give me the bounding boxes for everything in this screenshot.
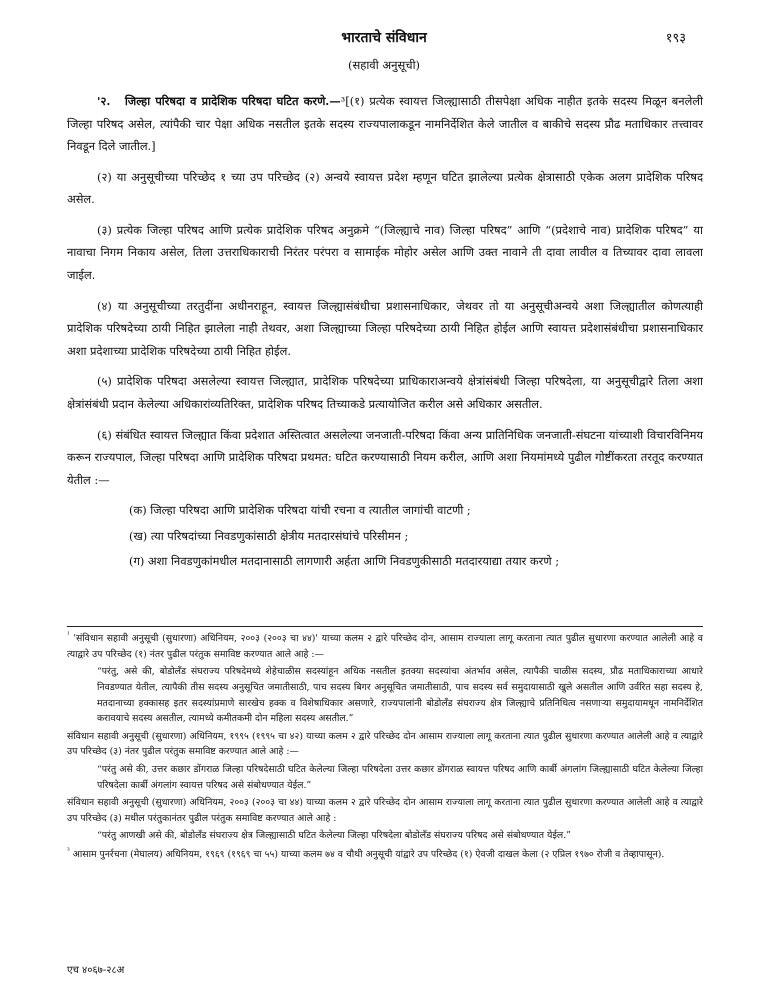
printer-code: एच ४०६७-२८अ: [67, 965, 125, 976]
sub-item-kha: (ख) त्या परिषदांच्या निवडणुकांसाठी क्षेत्रीय मतदारसंघांचे परिसीमन ;: [129, 528, 409, 543]
footnote-divider: [67, 626, 703, 627]
paragraph: (३) प्रत्येक जिल्हा परिषद आणि प्रत्येक प्रादेशिक परिषद अनुक्रमे “(जिल्ह्याचे नाव) जिल्हा परिषद” आणि “(प्रदेशाचे नाव) प्रादेशिक परिषद” या नावाचा निगम निकाय असेल, तिला उत्तराधिकाराची निरंतर परंपरा व सामाईक मोहोर असेल आणि उक्त नावाने ती दावा लावील व तिच्यावर दावा लावला जाईल.: [67, 222, 703, 283]
footnote-3: [67, 846, 703, 863]
footnote-marker: ³: [67, 847, 70, 856]
footnote-marker: ³[: [340, 94, 350, 108]
paragraph: (४) या अनुसूचीच्या तरतुदींना अधीनराहून, स्वायत्त जिल्ह्यासंबंधीचा प्रशासनाधिकार, जेथवर तो या अनुसूचीअन्वये अशा जिल्ह्यातील कोणत्याही प्रादेशिक परिषदेच्या ठायी निहित झालेला नाही तेथवर, अशा जिल्ह्याच्या जिल्हा परिषदेच्या ठायी निहित होईल आणि स्वायत्त प्रदेशासंबंधीचा प्रशासनाधिकार अशा प्रदेशाच्या प्रादेशिक परिषदेच्या ठायी निहित होईल.: [67, 298, 703, 358]
section-number: '२.: [97, 94, 111, 108]
main-text: [67, 90, 703, 576]
footnote-text: संविधान सहावी अनुसूची (सुधारणा) अधिनियम, २००३ (२००३ चा ४४) याच्या कलम २ द्वारे परिच्छेद दोन आसाम राज्याला लागू करताना त्यात पुढील सुधारणा करण्यात आलेली आहे व त्याद्वारे उप परिच्छेद (३) मधील परंतुकानंतर पुढील परंतुक समाविष्ट करण्यात आले आहे :: [67, 797, 703, 824]
footnotes: [67, 630, 703, 865]
paragraph: (५) प्रादेशिक परिषदा असलेल्या स्वायत्त जिल्ह्यात, प्रादेशिक परिषदेच्या प्राधिकाराअन्वये क्षेत्रांसंबंधी जिल्हा परिषदेला, या अनुसूचीद्वारे तिला अशा क्षेत्रांसंबंधी प्रदान केलेल्या अधिकारांव्यतिरिक्त, प्रादेशिक परिषद तिच्याकडे प्रत्यायोजित करील असे अधिकार असतील.: [67, 374, 703, 411]
schedule-label: (सहावी अनुसूची): [347, 58, 421, 72]
sub-item-ka: (क) जिल्हा परिषदा आणि प्रादेशिक परिषदा यांची रचना व त्यातील जागांची वाटणी ;: [129, 503, 471, 518]
footnote-quote: “परंतु असे की, उत्तर कछार डोंगराळ जिल्हा परिषदेसाठी घटित केलेल्या जिल्हा परिषदेला उत्तर कछार डोंगराळ स्वायत्त परिषद आणि कार्बी अंगलांग जिल्ह्यासाठी घटित केलेल्या जिल्हा परिषदेला कार्बी अंगलांग स्वायत्त परिषद असे संबोधण्यात येईल.”: [97, 763, 703, 791]
paragraph: (६) संबंधित स्वायत्त जिल्ह्यात किंवा प्रदेशात अस्तित्वात असलेल्या जनजाती-परिषदा किंवा अन्य प्रातिनिधिक जनजाती-संघटना यांच्याशी विचारविनिमय करून राज्यपाल, जिल्हा परिषदा आणि प्रादेशिक परिषदा प्रथमत: घटित करण्यासाठी नियम करील, आणि अशा नियमांमध्ये पुढील गोष्टींकरता तरतूद करण्यात येतील :—: [67, 427, 703, 487]
footnote-quote: “परंतु, असे की, बोडोलँड संघराज्य परिषदेमध्ये शेहेचाळीस सदस्यांहून अधिक नसतील इतक्या सदस्यांचा अंतर्भाव असेल, त्यापैकी चाळीस सदस्य, प्रौढ मताधिकाराच्या आधारे निवडण्यात येतील, त्यापैकी तीस सदस्य अनुसूचित जमातीसाठी, पाच सदस्य बिगर अनुसूचित जमातीसाठी, पाच सदस्य सर्व समुदायासाठी खुले असतील आणि उर्वरित सहा सदस्य हे, मतदानाच्या हक्कासह इतर सदस्यांप्रमाणे सारखेच हक्क व विशेषाधिकार असणारे, राज्यपालांनी बोडोलँड संघराज्य क्षेत्र जिल्ह्याचे प्रतिनिधित्व नसणाऱ्या समुदायामधून नामनिर्देशित करावयाचे सदस्य असतील, त्यामध्ये कमीतकमी दोन महिला सदस्य असतील.”: [97, 666, 703, 725]
page-number: १९३: [665, 31, 686, 46]
footnote-text: संविधान सहावी अनुसूची (सुधारणा) अधिनियम, १९९५ (१९९५ चा ४२) याच्या कलम २ द्वारे परिच्छेद दोन आसाम राज्याला लागू करताना त्यात पुढील सुधारणा करण्यात आलेली आहे व त्याद्वारे उप परिच्छेद (३) नंतर पुढील परंतुक समाविष्ट करण्यात आले आहे :—: [67, 730, 703, 758]
footnote-quote: “परंतु आणखी असे की, बोडोलँड संघराज्य क्षेत्र जिल्ह्यासाठी घटित केलेल्या जिल्हा परिषदेला बोडोलँड संघराज्य परिषद असे संबोधण्यात येईल.”: [97, 830, 571, 842]
sub-item-ga: (ग) अशा निवडणुकांमधील मतदानासाठी लागणारी अर्हता आणि निवडणुकीसाठी मतदारयाद्या तयार करणे ;: [129, 554, 560, 569]
footnote-text: आसाम पुनर्रचना (मेघालय) अधिनियम, १९६९ (१९६९ चा ५५) याच्या कलम ७४ व चौथी अनुसूची यांद्वारे उप परिच्छेद (१) ऐवजी दाखल केला (२ एप्रिल १९७० रोजी व तेव्हापासून).: [72, 849, 665, 861]
section-2-paragraph: [67, 90, 703, 158]
footnote-text: 'संविधान सहावी अनुसूची (सुधारणा) अधिनियम, २००३ (२००३ चा ४४)' याच्या कलम २ द्वारे परिच्छेद दोन, आसाम राज्याला लागू करताना त्यात पुढील सुधारणा करण्यात आलेली आहे व त्याद्वारे उप परिच्छेद (१) नंतर पुढील परंतुक समाविष्ट करण्यात आले आहे :—: [67, 633, 703, 660]
footnote-marker: ¹: [67, 631, 70, 639]
section-heading: जिल्हा परिषदा व प्रादेशिक परिषदा घटित करणे.—: [124, 94, 341, 108]
footnote-1: [67, 630, 703, 662]
page-title: भारताचे संविधान: [341, 30, 427, 46]
section-text: (१) प्रत्येक स्वायत्त जिल्ह्यासाठी तीसपेक्षा अधिक नाहीत इतके सदस्य मिळून बनलेली जिल्हा परिषद असेल, त्यांपैकी चार पेक्षा अधिक नसतील इतके सदस्य राज्यपालाकडून नामनिर्देशित केले जातील व बाकीचे सदस्य प्रौढ मताधिकार तत्त्वावर निवडून दिले जातील.]: [67, 94, 703, 154]
paragraph: (२) या अनुसूचीच्या परिच्छेद १ च्या उप परिच्छेद (२) अन्वये स्वायत्त प्रदेश म्हणून घटित झालेल्या प्रत्येक क्षेत्रासाठी एकेक अलग प्रादेशिक परिषद असेल.: [67, 169, 703, 207]
